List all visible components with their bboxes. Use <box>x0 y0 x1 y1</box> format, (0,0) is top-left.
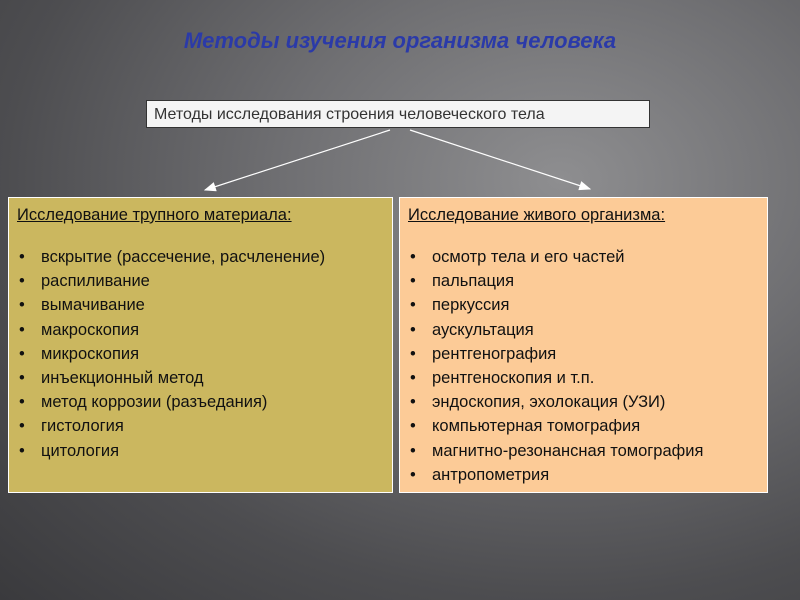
list-item <box>408 366 767 390</box>
list-item-label: распиливание <box>41 272 150 291</box>
subtitle-box: Методы исследования строения человеческого тела <box>146 100 650 128</box>
bullet-icon: • <box>410 320 416 339</box>
living-methods-list <box>408 245 767 487</box>
list-item <box>17 390 392 414</box>
list-item-label: гистология <box>41 417 124 436</box>
list-item <box>17 245 392 269</box>
living-methods-heading: Исследование живого организма: <box>408 206 666 224</box>
bullet-icon: • <box>410 272 416 291</box>
bullet-icon: • <box>19 248 25 266</box>
list-item-label: пальпация <box>432 272 515 291</box>
list-item-label: компьютерная томография <box>432 417 641 436</box>
list-item <box>17 414 392 438</box>
list-item <box>17 269 392 293</box>
list-item <box>408 463 767 487</box>
list-item <box>408 269 767 293</box>
list-item <box>408 414 767 438</box>
list-item <box>408 342 767 366</box>
list-item-label: макроскопия <box>41 320 140 339</box>
bullet-icon: • <box>19 369 25 388</box>
list-item-label: инъекционный метод <box>41 369 204 388</box>
list-item <box>17 318 392 342</box>
cadaver-methods-list <box>17 245 392 463</box>
bullet-icon: • <box>19 393 25 412</box>
list-item-label: микроскопия <box>41 344 140 363</box>
cadaver-methods-box <box>8 197 393 493</box>
arrow-left <box>205 130 390 190</box>
list-item <box>408 439 767 463</box>
list-item-label: цитология <box>41 441 120 460</box>
bullet-icon: • <box>19 417 25 436</box>
bullet-icon: • <box>410 248 416 266</box>
list-item <box>17 366 392 390</box>
bullet-icon: • <box>410 441 416 460</box>
list-item-label: антропометрия <box>432 465 550 484</box>
bullet-icon: • <box>19 320 25 339</box>
bullet-icon: • <box>410 417 416 436</box>
bullet-icon: • <box>19 441 25 460</box>
list-item <box>17 342 392 366</box>
page-title: Методы изучения организма человека <box>183 28 617 53</box>
list-item-label: вымачивание <box>41 296 145 315</box>
list-item-label: перкуссия <box>432 296 510 315</box>
list-item <box>17 293 392 317</box>
list-item-label: эндоскопия, эхолокация (УЗИ) <box>432 393 666 412</box>
list-item-label: метод коррозии (разъедания) <box>41 393 268 412</box>
list-item <box>408 293 767 317</box>
bullet-icon: • <box>410 296 416 315</box>
bullet-icon: • <box>410 344 416 363</box>
list-item <box>17 439 392 463</box>
bullet-icon: • <box>410 465 416 484</box>
list-item-label: рентгенография <box>432 344 557 363</box>
list-item-label: осмотр тела и его частей <box>432 248 625 266</box>
living-methods-box <box>399 197 768 493</box>
list-item-label: магнитно-резонансная томография <box>432 441 704 460</box>
list-item-label: рентгеноскопия и т.п. <box>432 369 595 388</box>
bullet-icon: • <box>410 393 416 412</box>
arrow-right <box>410 130 590 189</box>
list-item-label: аускультация <box>432 320 534 339</box>
bullet-icon: • <box>410 369 416 388</box>
bullet-icon: • <box>19 272 25 291</box>
list-item <box>408 245 767 269</box>
list-item-label: вскрытие (рассечение, расчленение) <box>41 248 326 266</box>
list-item <box>408 318 767 342</box>
list-item <box>408 390 767 414</box>
bullet-icon: • <box>19 296 25 315</box>
cadaver-methods-heading: Исследование трупного материала: <box>17 206 292 224</box>
bullet-icon: • <box>19 344 25 363</box>
